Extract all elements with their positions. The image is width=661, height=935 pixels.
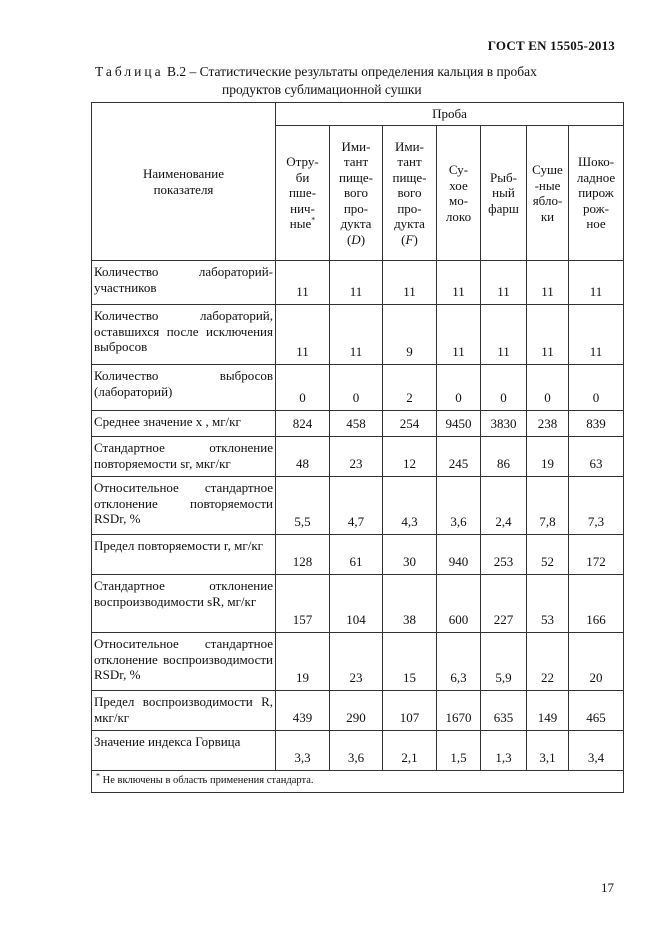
table-cell: 1,3 xyxy=(481,731,527,771)
table-cell: 20 xyxy=(569,633,624,691)
table-cell: 11 xyxy=(383,261,437,305)
table-row xyxy=(92,477,624,535)
table-cell: 11 xyxy=(569,261,624,305)
table-row xyxy=(92,575,624,633)
table-cell: 7,8 xyxy=(527,477,569,535)
table-row xyxy=(92,305,624,365)
table-cell: 6,3 xyxy=(437,633,481,691)
sample-group-header: Проба xyxy=(276,103,624,126)
table-cell: 61 xyxy=(330,535,383,575)
column-header-line: ладное xyxy=(576,169,616,185)
column-header xyxy=(527,126,569,261)
column-header-line: дукта xyxy=(340,216,372,232)
table-cell: 128 xyxy=(276,535,330,575)
column-header-line: ный xyxy=(492,185,515,201)
table-cell: 53 xyxy=(527,575,569,633)
table-cell: 3,4 xyxy=(569,731,624,771)
column-header-line: ные xyxy=(289,216,312,232)
table-cell: 19 xyxy=(276,633,330,691)
table-cell: 107 xyxy=(383,691,437,731)
column-header-line: фарш xyxy=(488,200,519,216)
column-header-line: рож- xyxy=(583,200,609,216)
row-label: Стандартное отклонение воспроизводимости sR, мг/кг xyxy=(92,575,276,633)
table-cell: 9 xyxy=(383,305,437,365)
table-row xyxy=(92,261,624,305)
table-cell: 3,3 xyxy=(276,731,330,771)
column-header-line: ябло- xyxy=(532,193,563,208)
table-cell: 2 xyxy=(383,365,437,411)
table-cell: 5,9 xyxy=(481,633,527,691)
footnote xyxy=(92,771,624,793)
table-cell: 48 xyxy=(276,437,330,477)
footnote-text: Не включены в область применения стандарта. xyxy=(102,775,314,786)
table-cell: 1670 xyxy=(437,691,481,731)
table-caption xyxy=(95,64,537,80)
table-cell: 11 xyxy=(330,261,383,305)
table-cell: 254 xyxy=(383,411,437,437)
table-cell: 245 xyxy=(437,437,481,477)
row-label: Предел воспроизводимости R, мкг/кг xyxy=(92,691,276,731)
table-cell: 839 xyxy=(569,411,624,437)
table-cell: 238 xyxy=(527,411,569,437)
table-cell: 11 xyxy=(527,305,569,365)
row-label: Количество лабораторий, оставшихся после исключения выбросов xyxy=(92,305,276,365)
table-cell: 52 xyxy=(527,535,569,575)
name-header-line1: Наименование xyxy=(143,166,224,181)
page-number: 17 xyxy=(601,880,614,895)
table-cell: 0 xyxy=(276,365,330,411)
column-header: Ими- тант пище- вого про- дукта (F) xyxy=(383,126,437,261)
table-cell: 3,1 xyxy=(527,731,569,771)
table-cell: 465 xyxy=(569,691,624,731)
table-cell: 11 xyxy=(437,305,481,365)
row-label: Количество лабораторий-участников xyxy=(92,261,276,305)
table-cell: 0 xyxy=(481,365,527,411)
table-cell: 86 xyxy=(481,437,527,477)
column-header-line: би xyxy=(295,169,310,185)
column-header-line: ки xyxy=(540,208,555,224)
column-header-line: Суше xyxy=(532,162,563,177)
caption-title-line2: продуктов сублимационной сушки xyxy=(222,82,422,97)
row-label: Количество выбросов (лабораторий) xyxy=(92,365,276,411)
table-cell: 2,4 xyxy=(481,477,527,535)
table-cell: 11 xyxy=(527,261,569,305)
table-cell: 4,7 xyxy=(330,477,383,535)
table-row xyxy=(92,365,624,411)
table-cell: 0 xyxy=(330,365,383,411)
column-header xyxy=(276,126,330,261)
table-cell: 166 xyxy=(569,575,624,633)
table-cell: 38 xyxy=(383,575,437,633)
table-cell: 4,3 xyxy=(383,477,437,535)
table-cell: 11 xyxy=(437,261,481,305)
table-cell: 0 xyxy=(569,365,624,411)
column-header-line: Отру- xyxy=(286,154,319,170)
table-cell: 0 xyxy=(437,365,481,411)
column-code: D xyxy=(351,231,361,247)
table-cell: 149 xyxy=(527,691,569,731)
table-cell: 635 xyxy=(481,691,527,731)
caption-label: Таблица xyxy=(95,64,164,79)
column-header-line: Ими- xyxy=(395,138,424,154)
column-header xyxy=(481,126,527,261)
column-header-line: Шоко- xyxy=(577,154,615,170)
row-label: Относительное стандартное отклонение повторяемости RSDr, % xyxy=(92,477,276,535)
table-row xyxy=(92,633,624,691)
table-cell: 23 xyxy=(330,437,383,477)
table-cell: 7,3 xyxy=(569,477,624,535)
table-cell: 5,5 xyxy=(276,477,330,535)
row-label: Относительное стандартное отклонение воспроизводимости RSDr, % xyxy=(92,633,276,691)
table-cell: 172 xyxy=(569,535,624,575)
caption-title-line1: – Статистические результаты определения кальция в пробах xyxy=(189,64,537,79)
table-cell: 22 xyxy=(527,633,569,691)
column-header-line: Су- xyxy=(448,162,469,177)
table-cell: 12 xyxy=(383,437,437,477)
table-row xyxy=(92,437,624,477)
table-cell: 600 xyxy=(437,575,481,633)
table-cell: 15 xyxy=(383,633,437,691)
table-cell: 157 xyxy=(276,575,330,633)
table-cell: 253 xyxy=(481,535,527,575)
table-cell: 290 xyxy=(330,691,383,731)
table-cell: 104 xyxy=(330,575,383,633)
caption-number: В.2 xyxy=(167,64,187,79)
row-label: Среднее значение x , мг/кг xyxy=(92,411,276,437)
column-header-line: локо xyxy=(445,208,472,224)
column-header-line: вого xyxy=(343,185,369,201)
table-row xyxy=(92,411,624,437)
column-header-line: хое xyxy=(449,177,468,193)
table-cell: 1,5 xyxy=(437,731,481,771)
table-cell: 23 xyxy=(330,633,383,691)
name-header-line2: показателя xyxy=(153,181,214,197)
column-header-line: Ими- xyxy=(341,138,371,154)
column-header-line: пше- xyxy=(288,185,317,201)
column-header-line: про- xyxy=(343,200,369,216)
column-header xyxy=(569,126,624,261)
table-cell: 63 xyxy=(569,437,624,477)
column-header-line: тант xyxy=(397,154,422,170)
column-header-line: про- xyxy=(397,200,422,216)
results-table xyxy=(91,102,624,793)
table-row xyxy=(92,691,624,731)
table-cell: 11 xyxy=(276,305,330,365)
table-cell: 9450 xyxy=(437,411,481,437)
name-header xyxy=(92,103,276,261)
column-header xyxy=(437,126,481,261)
table-cell: 11 xyxy=(569,305,624,365)
table-row xyxy=(92,731,624,771)
table-cell: 3830 xyxy=(481,411,527,437)
row-label: Предел повторяемости r, мг/кг xyxy=(92,535,276,575)
column-header-line: Рыб- xyxy=(490,169,517,185)
column-header-line: пище- xyxy=(392,169,427,185)
table-cell: 30 xyxy=(383,535,437,575)
table-cell: 3,6 xyxy=(330,731,383,771)
table-cell: 0 xyxy=(527,365,569,411)
table-cell: 439 xyxy=(276,691,330,731)
footnote-mark: * xyxy=(96,771,100,781)
row-label: Стандартное отклонение повторяемости sr, мкг/кг xyxy=(92,437,276,477)
table-cell: 940 xyxy=(437,535,481,575)
row-label: Значение индекса Горвица xyxy=(92,731,276,771)
table-cell: 11 xyxy=(481,261,527,305)
table-cell: 2,1 xyxy=(383,731,437,771)
table-row xyxy=(92,535,624,575)
table-cell: 11 xyxy=(276,261,330,305)
table-cell: 3,6 xyxy=(437,477,481,535)
column-code: F xyxy=(405,231,414,247)
column-header-line: мо- xyxy=(448,193,469,208)
table-cell: 824 xyxy=(276,411,330,437)
table-cell: 11 xyxy=(481,305,527,365)
standard-header: ГОСТ EN 15505-2013 xyxy=(487,38,615,53)
column-header-line: пище- xyxy=(338,169,374,185)
column-header-line: дукта xyxy=(394,216,425,232)
column-header-line: ное xyxy=(586,216,606,232)
table-cell: 227 xyxy=(481,575,527,633)
column-header-line: пирож xyxy=(578,185,614,201)
column-header-line: -ные xyxy=(534,177,561,193)
table-cell: 11 xyxy=(330,305,383,365)
column-header: Ими- тант пище- вого про- дукта (D) xyxy=(330,126,383,261)
column-header-line: нич- xyxy=(290,200,315,216)
table-cell: 458 xyxy=(330,411,383,437)
column-header-line: вого xyxy=(397,185,422,201)
table-cell: 19 xyxy=(527,437,569,477)
column-footnote-mark: * xyxy=(311,215,316,225)
column-header-line: тант xyxy=(343,154,369,170)
